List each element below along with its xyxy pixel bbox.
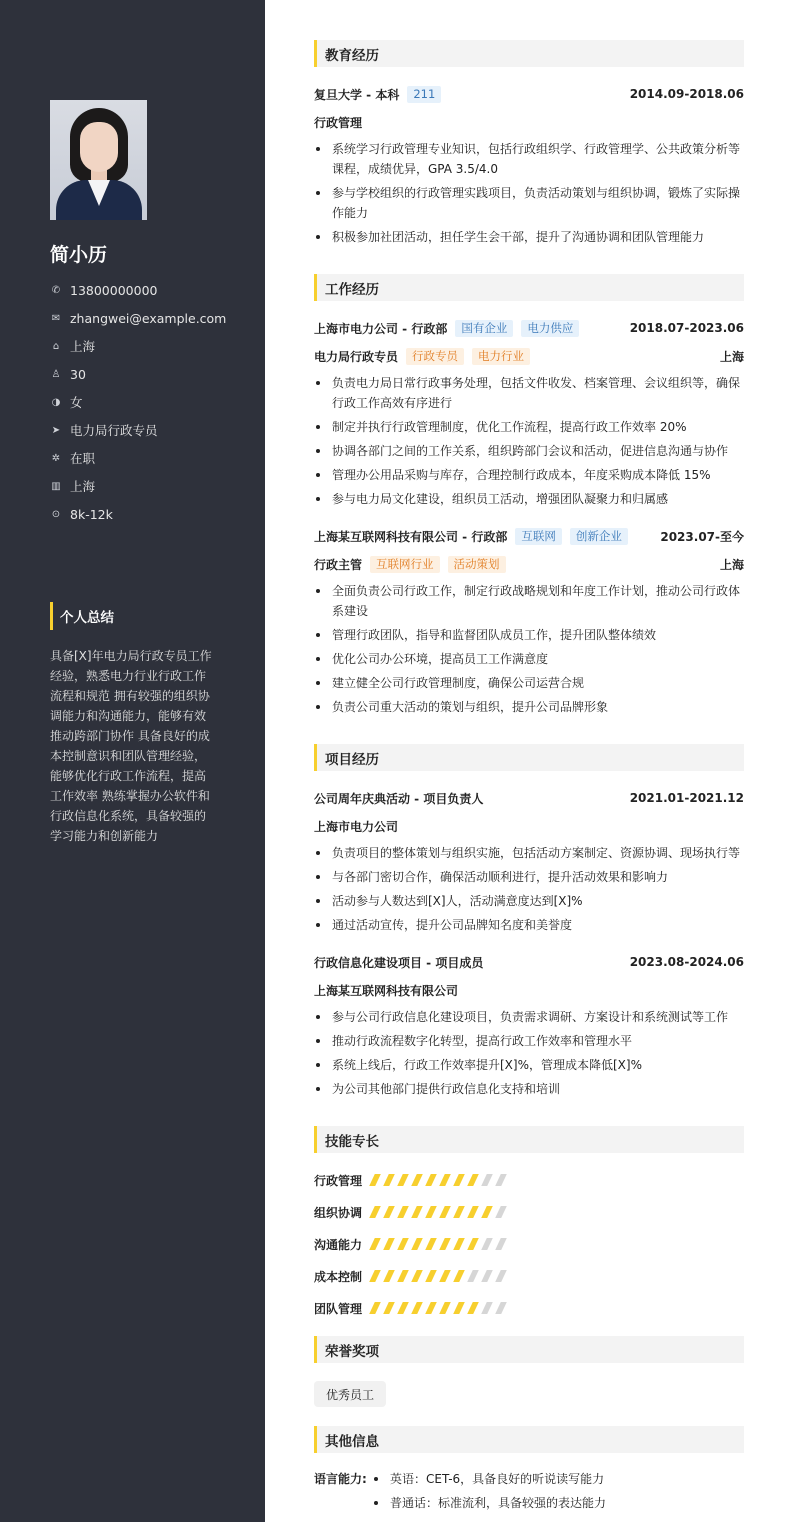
project-2-org-row <box>314 981 744 999</box>
position-tag: 互联网行业 <box>370 556 440 573</box>
project-name: 公司周年庆典活动 - 项目负责人 <box>314 791 484 806</box>
skill-bar-filled <box>411 1302 423 1314</box>
skill-level-bars <box>372 1206 512 1218</box>
skill-bar-empty <box>495 1174 507 1186</box>
status-icon: ✲ <box>51 452 61 464</box>
skill-bar-filled <box>453 1174 465 1186</box>
skill-bar-filled <box>467 1302 479 1314</box>
skill-bar-empty <box>467 1270 479 1282</box>
project-org: 上海某互联网科技有限公司 <box>314 983 459 998</box>
job-date: 2023.07-至今 <box>660 529 744 544</box>
job-2-bullets <box>314 581 744 721</box>
language-label: 语言能力: <box>314 1472 367 1486</box>
position-tag: 活动策划 <box>448 556 506 573</box>
company-name: 上海某互联网科技有限公司 - 行政部 <box>314 529 508 544</box>
list-item: 系统学习行政管理专业知识，包括行政组织学、行政管理学、公共政策分析等课程，成绩优异，GPA 3.5/4.0 <box>314 139 744 179</box>
skill-bar-filled <box>453 1238 465 1250</box>
skill-bar-empty <box>495 1302 507 1314</box>
company-tag: 电力供应 <box>521 320 579 337</box>
company-name: 上海市电力公司 - 行政部 <box>314 321 448 336</box>
skill-bar-filled <box>425 1270 437 1282</box>
list-item: 积极参加社团活动，担任学生会干部，提升了沟通协调和团队管理能力 <box>314 227 744 247</box>
skill-bar-filled <box>383 1206 395 1218</box>
skill-bar-filled <box>383 1302 395 1314</box>
skill-bar-filled <box>383 1270 395 1282</box>
home-icon: ⌂ <box>52 340 60 352</box>
job-row <box>50 421 158 439</box>
salary-value: 8k-12k <box>70 506 113 522</box>
skill-name: 沟通能力 <box>314 1237 363 1252</box>
profile-photo <box>50 100 147 220</box>
phone-icon: ✆ <box>51 284 61 296</box>
school-name: 复旦大学 - 本科 <box>314 87 400 102</box>
skill-bar-filled <box>411 1238 423 1250</box>
skill-bar-filled <box>397 1302 409 1314</box>
list-item: 与各部门密切合作，确保活动顺利进行，提升活动效果和影响力 <box>314 867 744 887</box>
skill-bar-filled <box>425 1302 437 1314</box>
major-name: 行政管理 <box>314 115 363 130</box>
skill-row <box>314 1235 512 1253</box>
skill-bar-empty <box>481 1174 493 1186</box>
list-item: 系统上线后，行政工作效率提升[X]%，管理成本降低[X]% <box>314 1055 744 1075</box>
position-name: 电力局行政专员 <box>314 349 399 364</box>
list-item: 参与公司行政信息化建设项目，负责需求调研、方案设计和系统测试等工作 <box>314 1007 744 1027</box>
job-city: 上海 <box>719 557 744 572</box>
list-item: 普通话：标准流利，具备较强的表达能力 <box>372 1494 606 1512</box>
skill-bar-filled <box>425 1238 437 1250</box>
summary-text: 具备[X]年电力局行政专员工作经验，熟悉电力行业行政工作流程和规范 拥有较强的组织协调能力和沟通能力，能够有效推动跨部门协作 具备良好的成本控制意识和团队管理经验，能够优化行政工作流程，提高工作效率 熟练掌握办公软件和行政信息化系统，具备较强的学习能力和创新能力 <box>50 649 212 843</box>
company-tag: 互联网 <box>515 528 562 545</box>
skill-bar-empty <box>495 1270 507 1282</box>
list-item: 为公司其他部门提供行政信息化支持和培训 <box>314 1079 744 1099</box>
list-item: 参与学校组织的行政管理实践项目，负责活动策划与组织协调，锻炼了实际操作能力 <box>314 183 744 223</box>
skill-level-bars <box>372 1302 512 1314</box>
list-item: 负责电力局日常行政事务处理，包括文件收发、档案管理、会议组织等，确保行政工作高效有序进行 <box>314 373 744 413</box>
skill-bar-filled <box>467 1174 479 1186</box>
phone-value: 13800000000 <box>70 282 158 298</box>
skill-bar-filled <box>425 1174 437 1186</box>
education-heading: 教育经历 <box>314 40 744 67</box>
award-badge: 优秀员工 <box>314 1381 386 1407</box>
summary-title: 个人总结 <box>50 602 114 630</box>
school-tag: 211 <box>407 86 441 103</box>
job-1-bullets <box>314 373 744 513</box>
skill-bar-empty <box>495 1238 507 1250</box>
target-city-row <box>50 477 95 495</box>
position-name: 行政主管 <box>314 557 363 572</box>
list-item: 负责项目的整体策划与组织实施，包括活动方案制定、资源协调、现场执行等 <box>314 843 744 863</box>
project-1-bullets <box>314 843 744 939</box>
awards-heading: 荣誉奖项 <box>314 1336 744 1363</box>
age-row <box>50 365 86 383</box>
skill-name: 团队管理 <box>314 1301 363 1316</box>
language-list <box>372 1470 606 1518</box>
list-item: 管理办公用品采购与库存，合理控制行政成本，年度采购成本降低 15% <box>314 465 744 485</box>
project-date: 2021.01-2021.12 <box>629 791 744 805</box>
skill-bar-empty <box>495 1206 507 1218</box>
list-item: 活动参与人数达到[X]人，活动满意度达到[X]% <box>314 891 744 911</box>
skill-row <box>314 1299 512 1317</box>
status-row <box>50 449 95 467</box>
skills-heading: 技能专长 <box>314 1126 744 1153</box>
target-city-value: 上海 <box>70 479 96 494</box>
skill-bar-empty <box>481 1238 493 1250</box>
send-icon: ➤ <box>51 424 61 436</box>
job-value: 电力局行政专员 <box>70 423 158 438</box>
skill-bar-empty <box>481 1302 493 1314</box>
skill-name: 行政管理 <box>314 1173 363 1188</box>
skill-bar-filled <box>439 1238 451 1250</box>
skill-row <box>314 1267 512 1285</box>
gender-icon: ◑ <box>51 396 61 408</box>
sidebar <box>0 0 265 1522</box>
list-item: 制定并执行行政管理制度，优化工作流程，提高行政工作效率 20% <box>314 417 744 437</box>
job-date: 2018.07-2023.06 <box>629 321 744 335</box>
email-value: zhangwei@example.com <box>70 310 227 326</box>
profile-name: 简小历 <box>50 244 108 266</box>
education-bullets <box>314 139 744 251</box>
mail-icon: ✉ <box>51 312 61 324</box>
project-2-bullets <box>314 1007 744 1103</box>
projects-heading: 项目经历 <box>314 744 744 771</box>
email-row <box>50 309 226 327</box>
project-1-org-row <box>314 817 744 835</box>
salary-row <box>50 505 113 523</box>
skill-row <box>314 1203 512 1221</box>
job-2-row <box>314 527 744 545</box>
skill-level-bars <box>372 1238 512 1250</box>
skill-bar-filled <box>411 1174 423 1186</box>
list-item: 协调各部门之间的工作关系，组织跨部门会议和活动，促进信息沟通与协作 <box>314 441 744 461</box>
skill-bar-empty <box>481 1270 493 1282</box>
money-icon: ⊙ <box>51 508 61 520</box>
skill-bar-filled <box>439 1302 451 1314</box>
skill-bar-filled <box>425 1206 437 1218</box>
skill-bar-filled <box>383 1174 395 1186</box>
position-tag: 电力行业 <box>472 348 530 365</box>
education-row <box>314 85 744 103</box>
skill-bar-filled <box>383 1238 395 1250</box>
position-tag: 行政专员 <box>406 348 464 365</box>
list-item: 管理行政团队，指导和监督团队成员工作，提升团队整体绩效 <box>314 625 744 645</box>
project-date: 2023.08-2024.06 <box>629 955 744 969</box>
skill-bar-filled <box>397 1206 409 1218</box>
skill-bar-filled <box>439 1206 451 1218</box>
skill-bar-filled <box>397 1270 409 1282</box>
skill-bar-filled <box>397 1174 409 1186</box>
list-item: 建立健全公司行政管理制度，确保公司运营合规 <box>314 673 744 693</box>
skill-name: 组织协调 <box>314 1205 363 1220</box>
job-1-position-row <box>314 347 744 365</box>
company-tag: 国有企业 <box>455 320 513 337</box>
city-value: 上海 <box>70 339 96 354</box>
gender-value: 女 <box>70 395 83 410</box>
education-date: 2014.09-2018.06 <box>629 87 744 101</box>
list-item: 全面负责公司行政工作，制定行政战略规划和年度工作计划，推动公司行政体系建设 <box>314 581 744 621</box>
list-item: 参与电力局文化建设，组织员工活动，增强团队凝聚力和归属感 <box>314 489 744 509</box>
project-1-row <box>314 789 744 807</box>
job-2-position-row <box>314 555 744 573</box>
major-row <box>314 113 744 131</box>
age-value: 30 <box>70 366 86 382</box>
project-org: 上海市电力公司 <box>314 819 399 834</box>
project-2-row <box>314 953 744 971</box>
skill-bar-filled <box>453 1206 465 1218</box>
skill-bar-filled <box>453 1302 465 1314</box>
list-item: 通过活动宣传，提升公司品牌知名度和美誉度 <box>314 915 744 935</box>
skill-level-bars <box>372 1270 512 1282</box>
skill-bar-filled <box>397 1238 409 1250</box>
building-icon: ▥ <box>51 480 61 492</box>
status-value: 在职 <box>70 451 96 466</box>
job-1-row <box>314 319 744 337</box>
skill-bar-filled <box>453 1270 465 1282</box>
phone-row <box>50 281 157 299</box>
skill-level-bars <box>372 1174 512 1186</box>
work-heading: 工作经历 <box>314 274 744 301</box>
gender-row <box>50 393 83 411</box>
skill-bar-filled <box>439 1270 451 1282</box>
company-tag: 创新企业 <box>570 528 628 545</box>
job-city: 上海 <box>719 349 744 364</box>
skill-bar-filled <box>411 1206 423 1218</box>
city-row <box>50 337 95 355</box>
skill-bar-filled <box>467 1238 479 1250</box>
skill-name: 成本控制 <box>314 1269 363 1284</box>
skill-bar-filled <box>467 1206 479 1218</box>
skill-row <box>314 1171 512 1189</box>
list-item: 负责公司重大活动的策划与组织，提升公司品牌形象 <box>314 697 744 717</box>
list-item: 优化公司办公环境，提高员工工作满意度 <box>314 649 744 669</box>
skill-bar-filled <box>481 1206 493 1218</box>
project-name: 行政信息化建设项目 - 项目成员 <box>314 955 484 970</box>
age-icon: ♙ <box>51 368 61 380</box>
skill-bar-filled <box>411 1270 423 1282</box>
other-heading: 其他信息 <box>314 1426 744 1453</box>
list-item: 推动行政流程数字化转型，提高行政工作效率和管理水平 <box>314 1031 744 1051</box>
skill-bar-filled <box>439 1174 451 1186</box>
list-item: 英语：CET-6，具备良好的听说读写能力 <box>372 1470 606 1488</box>
